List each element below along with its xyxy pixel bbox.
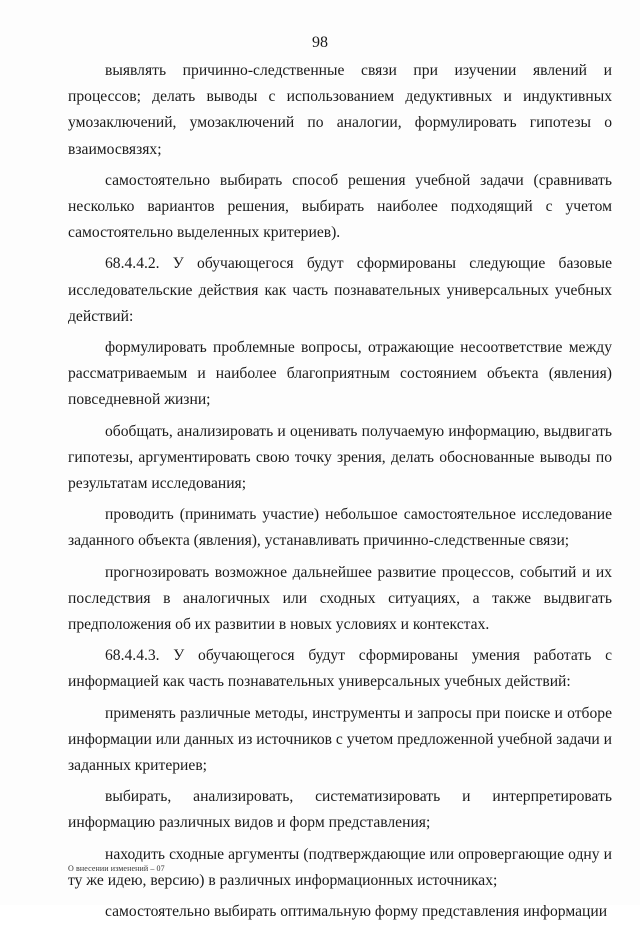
paragraph: прогнозировать возможное дальнейшее развитие процессов, событий и их последствия в аналогичных или сходных ситуациях, а также выдвигать предположения об их развитии в новых условиях и контекстах. <box>68 563 612 634</box>
paragraph: проводить (принимать участие) небольшое самостоятельное исследование заданного объекта (явления), устанавливать причинно-следственные связи; <box>68 506 612 550</box>
paragraph: самостоятельно выбирать оптимальную форму представления информации <box>105 903 608 921</box>
paragraph: находить сходные аргументы (подтверждающие или опровергающие одну и ту же идею, версию) в различных информационных источниках; <box>68 845 612 889</box>
paragraph: формулировать проблемные вопросы, отражающие несоответствие между рассматриваемым и наиболее благоприятным состоянием объекта (явления) повседневной жизни; <box>68 339 612 409</box>
paragraph: самостоятельно выбирать способ решения учебной задачи (сравнивать несколько вариантов решения, выбирать наиболее подходящий с учетом самостоятельно выделенных критериев). <box>68 171 612 242</box>
paragraph: 68.4.4.2. У обучающегося будут сформированы следующие базовые исследовательские действия как часть познавательных универсальных учебных действий: <box>68 255 612 325</box>
paragraph: применять различные методы, инструменты и запросы при поиске и отборе информации или данных из источников с учетом предложенной учебной задачи и заданных критериев; <box>68 704 612 775</box>
footer-note: О внесении изменений – 07 <box>68 864 165 873</box>
paragraph: 68.4.4.3. У обучающегося будут сформированы умения работать с информацией как часть познавательных универсальных учебных действий: <box>68 647 612 691</box>
document-body <box>68 58 612 925</box>
paragraph: выбирать, анализировать, систематизировать и интерпретировать информацию различных видов и форм представления; <box>68 788 612 832</box>
page-number: 98 <box>312 34 328 51</box>
paragraph: обобщать, анализировать и оценивать получаемую информацию, выдвигать гипотезы, аргументировать свою точку зрения, делать обоснованные выводы по результатам исследования; <box>68 422 612 493</box>
paragraph: выявлять причинно-следственные связи при изучении явлений и процессов; делать выводы с использованием дедуктивных и индуктивных умозаключений, умозаключений по аналогии, формулировать гипотезы о взаимосвязях; <box>68 62 612 158</box>
